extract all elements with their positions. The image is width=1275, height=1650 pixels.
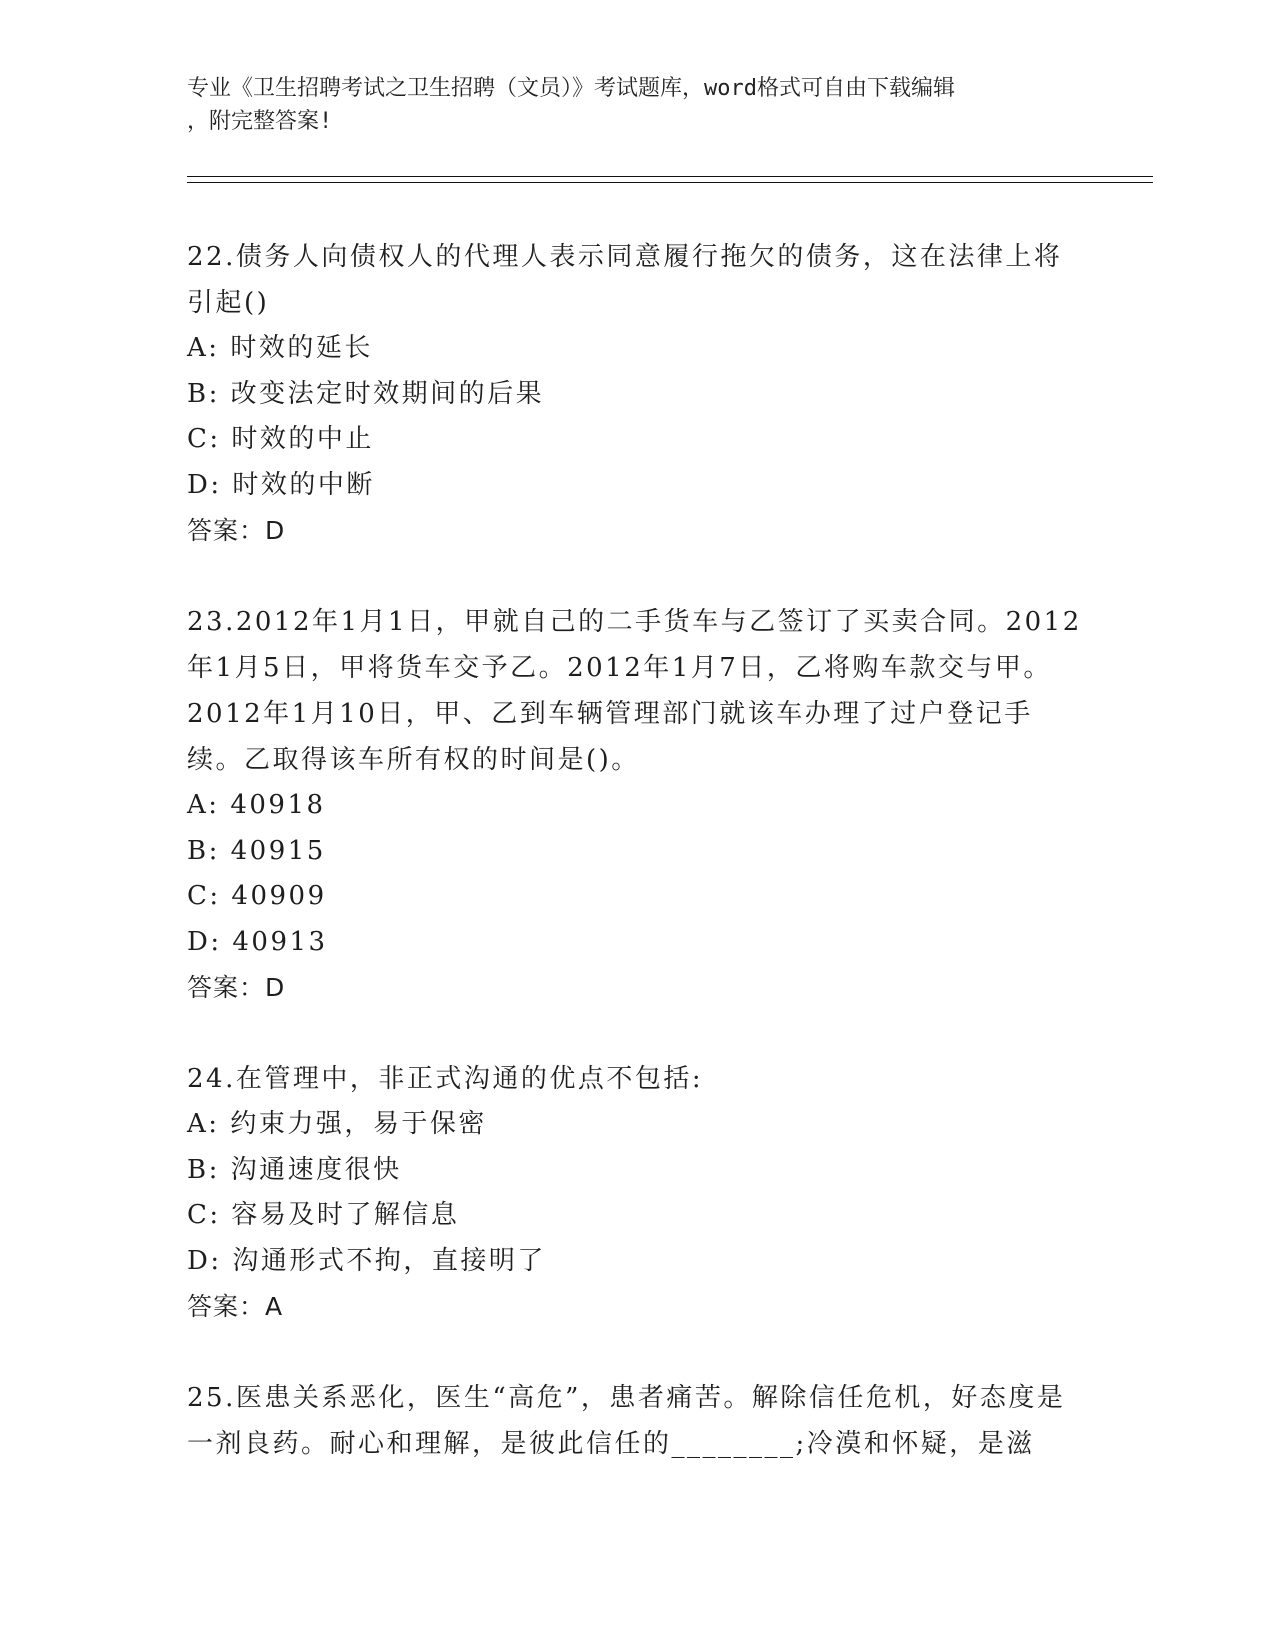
option-a bbox=[187, 326, 1087, 372]
option-key: D: bbox=[187, 1245, 222, 1276]
question-25 bbox=[187, 1375, 1087, 1467]
answer-value: D bbox=[265, 516, 286, 545]
option-text: 沟通速度很快 bbox=[230, 1154, 402, 1185]
question-23 bbox=[187, 599, 1087, 1011]
option-key: A: bbox=[187, 790, 220, 820]
option-key: A: bbox=[187, 1109, 220, 1139]
option-text: 沟通形式不拘，直接明了 bbox=[232, 1245, 546, 1276]
option-d bbox=[187, 463, 1087, 509]
option-key: A: bbox=[187, 333, 220, 363]
question-22 bbox=[187, 234, 1087, 554]
option-b bbox=[187, 372, 1087, 418]
answer-label: 答案： bbox=[187, 516, 266, 545]
option-text: 容易及时了解信息 bbox=[231, 1200, 460, 1230]
option-d bbox=[187, 1239, 1087, 1285]
option-b bbox=[187, 1148, 1087, 1194]
header-line-1: 专业《卫生招聘考试之卫生招聘（文员）》考试题库，word格式可自由下载编辑 bbox=[187, 76, 955, 101]
answer-label: 答案： bbox=[187, 973, 266, 1002]
answer-line bbox=[187, 508, 1087, 554]
option-c bbox=[187, 417, 1087, 463]
option-key: B: bbox=[187, 835, 220, 866]
option-d bbox=[187, 920, 1087, 966]
option-text: 40913 bbox=[232, 926, 328, 957]
question-text: 23.2012年1月1日，甲就自己的二手货车与乙签订了买卖合同。2012年1月5日，甲将货车交予乙。2012年1月7日，乙将购车款交与甲。2012年1月10日，甲、乙到车辆管理部门就该车办理了过户登记手续。乙取得该车所有权的时间是()。 bbox=[187, 607, 1082, 775]
option-text: 约束力强，易于保密 bbox=[230, 1109, 487, 1139]
option-text: 时效的中止 bbox=[231, 424, 374, 454]
page-header bbox=[187, 72, 1067, 138]
option-key: B: bbox=[187, 378, 220, 409]
option-key: C: bbox=[187, 424, 221, 454]
option-text: 40915 bbox=[230, 835, 326, 866]
option-a bbox=[187, 783, 1087, 829]
question-text: 22.债务人向债权人的代理人表示同意履行拖欠的债务，这在法律上将引起() bbox=[187, 242, 1063, 318]
answer-value: A bbox=[265, 1292, 284, 1321]
option-text: 40909 bbox=[231, 881, 327, 911]
header-divider-bottom bbox=[187, 182, 1153, 183]
answer-value: D bbox=[265, 973, 286, 1002]
option-key: D: bbox=[187, 926, 222, 957]
question-text: 24.在管理中，非正式沟通的优点不包括: bbox=[187, 1064, 704, 1094]
answer-label: 答案： bbox=[187, 1292, 266, 1321]
option-text: 时效的中断 bbox=[232, 469, 375, 500]
option-text: 40918 bbox=[230, 790, 326, 820]
answer-line bbox=[187, 965, 1087, 1011]
header-line-2: ，附完整答案! bbox=[187, 109, 333, 134]
option-key: C: bbox=[187, 1200, 221, 1230]
option-text: 改变法定时效期间的后果 bbox=[230, 378, 545, 409]
answer-line bbox=[187, 1284, 1087, 1330]
option-key: B: bbox=[187, 1154, 220, 1185]
option-c bbox=[187, 1193, 1087, 1239]
question-24 bbox=[187, 1056, 1087, 1330]
question-list bbox=[187, 234, 1087, 1512]
header-divider-top bbox=[187, 176, 1153, 177]
option-key: C: bbox=[187, 881, 221, 911]
option-b bbox=[187, 829, 1087, 875]
option-c bbox=[187, 874, 1087, 920]
question-text: 25.医患关系恶化，医生“高危”，患者痛苦。解除信任危机，好态度是一剂良药。耐心和理解，是彼此信任的________;冷漠和怀疑，是滋 bbox=[187, 1383, 1066, 1459]
option-key: D: bbox=[187, 469, 222, 500]
option-a bbox=[187, 1102, 1087, 1148]
option-text: 时效的延长 bbox=[230, 333, 373, 363]
